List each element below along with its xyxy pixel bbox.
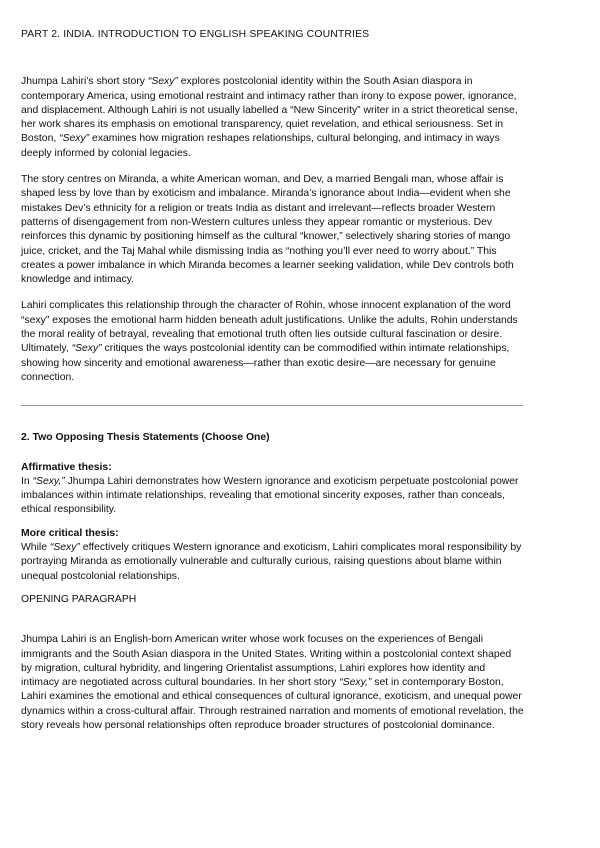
text-run: In (21, 475, 33, 487)
critical-thesis-text (21, 541, 525, 584)
story-title: “Sexy,” (339, 677, 372, 689)
story-title: “Sexy” (49, 542, 80, 554)
story-title: “Sexy” (71, 343, 102, 355)
text-run: explores postcolonial identity within the South Asian diaspora in contemporary America, using emotional restraint and intimacy rather than irony to expose power, ignorance, and displacement. Although Lahiri is not usually labelled a “New Sincerity” writer in a strict theoretical sense, her work shares its emphasis on emotional transparency, quiet revelation, and ethical seriousness. Set in Boston, (21, 76, 518, 145)
text-run: Jhumpa Lahiri is an English-born American writer whose work focuses on the experiences of Bengali immigrants and the South Asian diaspora in the United States. Writing within a postcolonial context shaped by migration, cultural hybridity, and lingering Orientalist assumptions, Lahiri explores how identity and intimacy are negotiated across cultural boundaries. In her short story (21, 634, 512, 689)
story-title: “Sexy” (147, 76, 178, 88)
text-run: Lahiri complicates this relationship through the character of Rohin, whose innocent explanation of the word “sexy” exposes the emotional harm hidden beneath adult justifications. Unlike the adults, Rohin understands the moral reality of betrayal, revealing that emotional truth often lies outside cultural fascination or desire. Ultimately, (21, 300, 518, 355)
story-title: “Sexy” (59, 133, 90, 145)
critical-thesis-label: More critical thesis: (21, 527, 119, 539)
affirmative-thesis-label: Affirmative thesis: (21, 461, 112, 473)
opening-paragraph-label: OPENING PARAGRAPH (21, 593, 137, 605)
intro-paragraph-3 (21, 299, 525, 385)
text-run: Jhumpa Lahiri’s short story (21, 76, 148, 88)
intro-paragraph-2: The story centres on Miranda, a white American woman, and Dev, a married Bengali man, whose affair is shaped less by love than by exoticism and imbalance. Miranda’s ignorance about India—evident when she mistakes Dev’s ethnicity for a religion or treats India as distant and irrelevant—reflects broader Western patterns of disengagement from non-Western cultures unless they appear romantic or mysterious. Dev reinforces this dynamic by positioning himself as the cultural “knower,” selectively sharing stories of mango juice, cricket, and the Taj Mahal while dismissing India as “nothing you’ll ever need to worry about.” This creates a power imbalance in which Miranda becomes a learner seeking validation, while Dev controls both knowledge and intimacy. (21, 174, 514, 286)
text-run: critiques the ways postcolonial identity can be commodified within intimate relationships, showing how sincerity and emotional awareness—rather than exotic desire—are necessary for genuine connection. (21, 343, 510, 383)
text-run: effectively critiques Western ignorance and exoticism, Lahiri complicates moral responsibility by portraying Miranda as emotionally vulnerable and culturally curious, raising questions about blame within unequal postcolonial relationships. (21, 542, 522, 582)
intro-paragraph-1 (21, 75, 525, 161)
text-run: examines how migration reshapes relationships, cultural belonging, and intimacy in ways deeply informed by colonial legacies. (21, 133, 500, 159)
text-run: set in contemporary Boston, Lahiri examines the emotional and ethical consequences of cultural ignorance, exoticism, and unequal power dynamics within a cross-cultural affair. Through restrained narration and moments of emotional revelation, the story reveals how personal relationships often reproduce broader structures of postcolonial dominance. (21, 677, 524, 731)
story-title: “Sexy,” (32, 475, 65, 487)
horizontal-divider (21, 405, 523, 406)
affirmative-thesis-text (21, 475, 525, 518)
part-heading: PART 2. INDIA. INTRODUCTION TO ENGLISH SPEAKING COUNTRIES (21, 29, 370, 40)
opening-paragraph (21, 633, 525, 733)
intro-section (21, 75, 525, 385)
thesis-section-title: 2. Two Opposing Thesis Statements (Choose One) (21, 432, 270, 444)
text-run: While (21, 542, 50, 554)
document-page (21, 28, 525, 745)
text-run: Jhumpa Lahiri demonstrates how Western ignorance and exoticism perpetuate postcolonial power imbalances within intimate relationships, revealing that emotional sincerity exposes, rather than conceals, ethical responsibility. (21, 475, 519, 516)
